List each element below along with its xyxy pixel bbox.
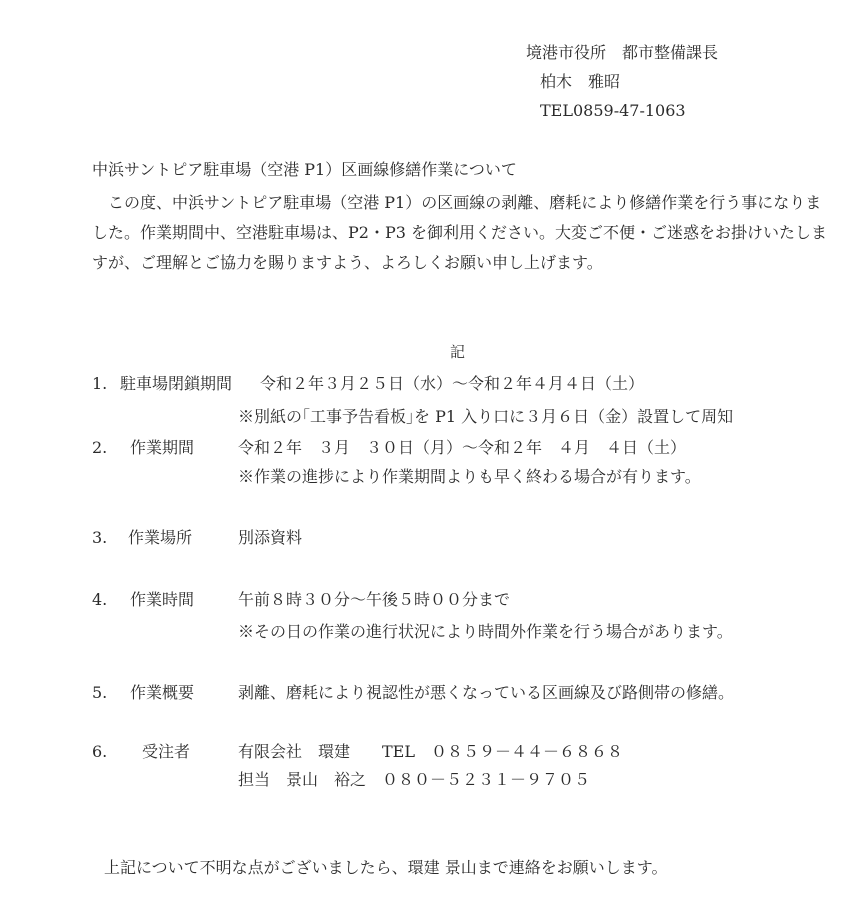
item-label: 受注者	[142, 742, 191, 761]
closing-text: 上記について不明な点がございましたら、環建 景山まで連絡をお願いします。	[104, 858, 668, 877]
list-item-1	[92, 372, 645, 396]
list-item-3	[92, 526, 303, 550]
list-item-6	[92, 740, 623, 764]
body-paragraph: この度、中浜サントピア駐車場（空港 P1）の区画線の剥離、磨耗により修繕作業を行う事になりました。作業期間中、空港駐車場は、P2・P3 を御利用ください。大変ご不便・ご迷惑をお掛けいたしますが、ご理解とご協力を賜りますよう、よろしくお願い申し上げます。	[92, 193, 827, 272]
sender-office: 境港市役所 都市整備課長	[526, 43, 719, 62]
item-number: 6.	[92, 742, 108, 761]
item-number: 2.	[92, 438, 108, 457]
item-value: 午前８時３０分～午後５時００分まで	[238, 590, 511, 609]
list-item-2	[92, 436, 687, 460]
item-label: 作業時間	[130, 590, 195, 609]
list-item-5	[92, 681, 735, 705]
item-label: 作業概要	[130, 683, 195, 702]
item-note-6: 担当 景山 裕之 ０８０－５２３１－９７０５	[238, 770, 591, 789]
item-value: 別添資料	[238, 528, 303, 547]
item-note-2: ※作業の進捗により作業期間よりも早く終わる場合が有ります。	[238, 467, 701, 486]
item-number: 5.	[92, 683, 108, 702]
item-label: 作業場所	[128, 528, 193, 547]
sender-name: 柏木 雅昭	[540, 72, 621, 91]
item-label: 駐車場閉鎖期間	[120, 374, 233, 393]
item-value: 剥離、磨耗により視認性が悪くなっている区画線及び路側帯の修繕。	[238, 683, 735, 702]
ki-heading: 記	[450, 343, 466, 361]
item-value: 令和２年 ３月 ３０日（月）～令和２年 ４月 ４日（土）	[238, 438, 687, 457]
item-number: 4.	[92, 590, 108, 609]
list-item-4	[92, 588, 511, 612]
item-number: 1.	[92, 374, 108, 393]
item-value: 令和２年３月２５日（水）～令和２年４月４日（土）	[260, 374, 645, 393]
sender-block	[526, 38, 718, 125]
sender-tel: TEL0859-47-1063	[540, 101, 686, 120]
item-note-1: ※別紙の｢工事予告看板｣を P1 入り口に３月６日（金）設置して周知	[238, 407, 734, 426]
item-note-4: ※その日の作業の進行状況により時間外作業を行う場合があります。	[238, 622, 733, 641]
document-subject: 中浜サントピア駐車場（空港 P1）区画線修繕作業について	[92, 160, 517, 179]
item-label: 作業期間	[130, 438, 195, 457]
item-value: 有限会社 環建 TEL ０８５９－４４－６８６８	[238, 742, 623, 761]
item-number: 3.	[92, 528, 108, 547]
